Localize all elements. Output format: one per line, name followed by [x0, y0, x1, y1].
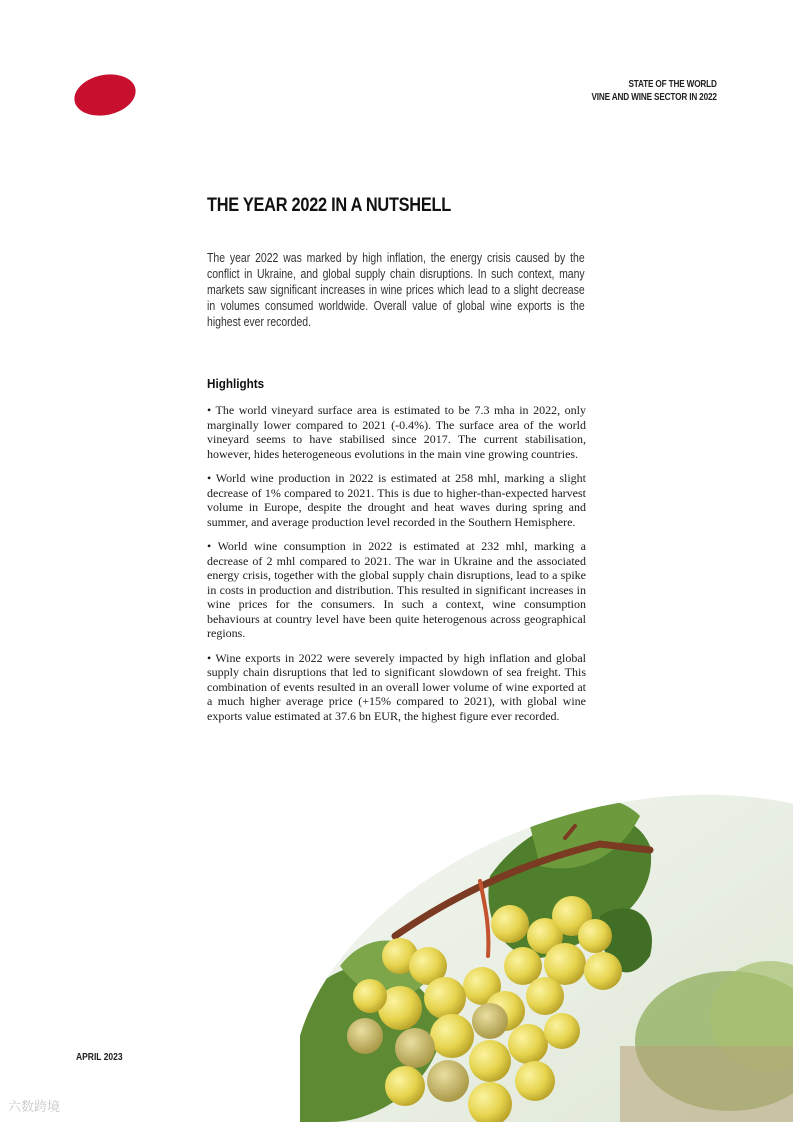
highlights-list	[207, 403, 586, 733]
highlight-wine-consumption: • World wine consumption in 2022 is estimated at 232 mhl, marking a decrease of 2 mhl compared to 2021. The war in Ukraine and the associated energy crisis, together with the global supply chain disruptions, lead to a spike in costs in production and distribution. This resulted in significant increases in wine prices for the consumers. In such a context, wine consumption behaviours at country level have been quite heterogenous across geographical regions.	[207, 539, 586, 640]
footer-date: APRIL 2023	[76, 1052, 123, 1063]
header-line-1: STATE OF THE WORLD	[628, 79, 717, 90]
highlight-wine-exports: • Wine exports in 2022 were severely impacted by high inflation and global supply chain disruptions that led to significant slowdown of sea freight. This combination of events resulted in an overall lower volume of wine exported at a much higher average price (+15% compared to 2021), with global wine exports value estimated at 37.6 bn EUR, the highest figure ever recorded.	[207, 650, 586, 723]
header-line-2: VINE AND WINE SECTOR IN 2022	[591, 92, 717, 103]
watermark: 六数跨境	[8, 1100, 61, 1115]
highlight-wine-production: • World wine production in 2022 is estimated at 258 mhl, marking a slight decrease of 1% compared to 2021. This is due to higher-than-expected harvest volume in Europe, despite the drought and heat waves during spring and summer, and average production level recorded in the Southern Hemisphere.	[207, 471, 586, 529]
highlights-heading: Highlights	[207, 376, 265, 391]
grapes-photo	[300, 786, 793, 1122]
page-title: THE YEAR 2022 IN A NUTSHELL	[207, 195, 451, 216]
report-header	[564, 78, 717, 104]
intro-paragraph: The year 2022 was marked by high inflation, the energy crisis caused by the conflict in Ukraine, and global supply chain disruptions. In such context, many markets saw significant increases in wine prices which lead to a slight decrease in volumes consumed worldwide. Overall value of global wine exports is the highest ever recorded.	[207, 251, 585, 329]
logo-blob	[71, 69, 140, 121]
highlight-vineyard-area: • The world vineyard surface area is estimated to be 7.3 mha in 2022, only marginally lower compared to 2021 (-0.4%). The surface area of the world vineyard seems to have stabilised since 2017. The current stabilisation, however, hides heterogeneous evolutions in the main vine growing countries.	[207, 403, 586, 461]
